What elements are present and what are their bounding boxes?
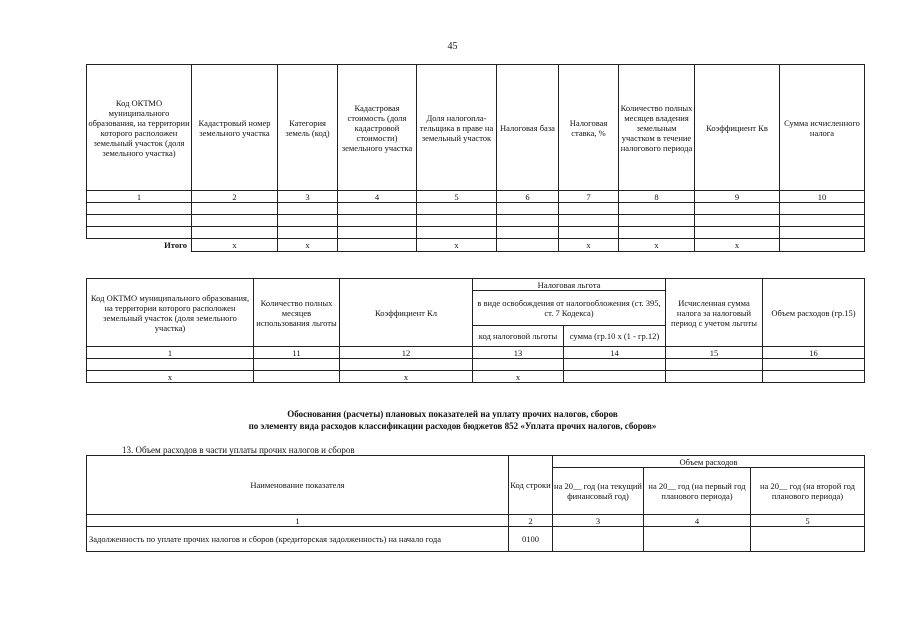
column-number: 3 bbox=[553, 515, 644, 527]
column-number: 12 bbox=[340, 347, 473, 359]
total-cell: x bbox=[559, 239, 619, 252]
table-row bbox=[87, 527, 865, 552]
header-tax-base: Налоговая база bbox=[497, 65, 559, 191]
column-number: 2 bbox=[509, 515, 553, 527]
section-title: 13. Объем расходов в части уплаты прочих налогов и сборов bbox=[122, 445, 355, 455]
column-number: 7 bbox=[559, 191, 619, 203]
column-number: 15 bbox=[666, 347, 763, 359]
header-expense-volume: Объем расходов bbox=[553, 456, 865, 468]
column-number: 8 bbox=[619, 191, 695, 203]
x-cell: x bbox=[340, 371, 473, 383]
heading-line-1: Обоснования (расчеты) плановых показателей на уплату прочих налогов, сборов bbox=[287, 409, 618, 419]
header-benefit-code: код налоговой льготы bbox=[473, 326, 564, 347]
header-tax-sum: Сумма исчисленного налога bbox=[780, 65, 865, 191]
column-number: 1 bbox=[87, 515, 509, 527]
header-tax-benefit: Налоговая льгота bbox=[473, 279, 666, 291]
blank-row bbox=[87, 203, 865, 215]
header-cadastral-number: Кадастровый номер земельного участка bbox=[192, 65, 278, 191]
value-cell[interactable] bbox=[553, 527, 644, 552]
column-number: 11 bbox=[254, 347, 340, 359]
x-row bbox=[87, 371, 865, 383]
column-number: 2 bbox=[192, 191, 278, 203]
column-number: 16 bbox=[763, 347, 865, 359]
column-number: 14 bbox=[564, 347, 666, 359]
total-cell: x bbox=[278, 239, 338, 252]
page-number: 45 bbox=[447, 41, 458, 52]
header-benefit-months: Количество полных месяцев использования льготы bbox=[254, 279, 340, 347]
total-cell bbox=[338, 239, 417, 252]
column-number: 4 bbox=[338, 191, 417, 203]
land-tax-table bbox=[86, 64, 865, 252]
column-number: 5 bbox=[417, 191, 497, 203]
header-first-plan-year: на 20__ год (на первый год планового периода) bbox=[644, 468, 751, 515]
header-second-plan-year: на 20__ год (на второй год планового периода) bbox=[751, 468, 865, 515]
other-taxes-table bbox=[86, 455, 865, 552]
heading-line-2: по элементу вида расходов классификации расходов бюджетов 852 «Уплата прочих налогов, сборов» bbox=[248, 421, 657, 431]
column-number: 4 bbox=[644, 515, 751, 527]
value-cell[interactable] bbox=[751, 527, 865, 552]
x-cell: x bbox=[473, 371, 564, 383]
header-oktmo: Код ОКТМО муниципального образования, на территории которого расположен земельный участок (доля земельного участка) bbox=[87, 65, 192, 191]
column-number: 13 bbox=[473, 347, 564, 359]
column-number: 9 bbox=[695, 191, 780, 203]
blank-row bbox=[87, 215, 865, 227]
x-cell bbox=[564, 371, 666, 383]
column-number: 10 bbox=[780, 191, 865, 203]
header-calculated-tax: Исчисленная сумма налога за налоговый период с учетом льготы bbox=[666, 279, 763, 347]
x-cell bbox=[666, 371, 763, 383]
row-label: Задолженность по уплате прочих налогов и сборов (кредиторская задолженность) на начало года bbox=[87, 527, 509, 552]
total-cell: x bbox=[619, 239, 695, 252]
total-cell: x bbox=[695, 239, 780, 252]
header-land-category: Категория земель (код) bbox=[278, 65, 338, 191]
blank-row bbox=[87, 359, 865, 371]
header-exemption: в виде освобождения от налогообложения (ст. 395, ст. 7 Кодекса) bbox=[473, 291, 666, 326]
section-heading bbox=[0, 408, 905, 432]
column-number: 5 bbox=[751, 515, 865, 527]
column-number: 1 bbox=[87, 347, 254, 359]
total-label: Итого bbox=[164, 240, 187, 251]
x-cell bbox=[763, 371, 865, 383]
header-cadastral-value: Кадастровая стоимость (доля кадастровой стоимости) земельного участка bbox=[338, 65, 417, 191]
header-current-year: на 20__ год (на текущий финансовый год) bbox=[553, 468, 644, 515]
header-tax-rate: Налоговая ставка, % bbox=[559, 65, 619, 191]
x-cell: x bbox=[87, 371, 254, 383]
header-taxpayer-share: Доля налогопла-тельщика в праве на земельный участок bbox=[417, 65, 497, 191]
header-benefit-sum: сумма (гр.10 х (1 - гр.12) bbox=[564, 326, 666, 347]
total-cell bbox=[497, 239, 559, 252]
header-indicator-name: Наименование показателя bbox=[87, 456, 509, 515]
header-row-code: Код строки bbox=[509, 456, 553, 515]
header-coefficient-kl: Коэффициент Кл bbox=[340, 279, 473, 347]
x-cell bbox=[254, 371, 340, 383]
header-coefficient-kv: Коэффициент Кв bbox=[695, 65, 780, 191]
column-number: 1 bbox=[87, 191, 192, 203]
total-cell bbox=[780, 239, 865, 252]
row-code: 0100 bbox=[509, 527, 553, 552]
total-cell: x bbox=[417, 239, 497, 252]
total-cell: x bbox=[192, 239, 278, 252]
total-row bbox=[87, 239, 865, 252]
column-number: 6 bbox=[497, 191, 559, 203]
header-months-owned: Количество полных месяцев владения земельным участком в течение налогового периода bbox=[619, 65, 695, 191]
column-number: 3 bbox=[278, 191, 338, 203]
header-oktmo: Код ОКТМО муниципального образования, на территории которого расположен земельный участок (доля земельного участка) bbox=[87, 279, 254, 347]
tax-benefit-table bbox=[86, 278, 865, 383]
blank-row bbox=[87, 227, 865, 239]
header-expense-volume: Объем расходов (гр.15) bbox=[763, 279, 865, 347]
value-cell[interactable] bbox=[644, 527, 751, 552]
